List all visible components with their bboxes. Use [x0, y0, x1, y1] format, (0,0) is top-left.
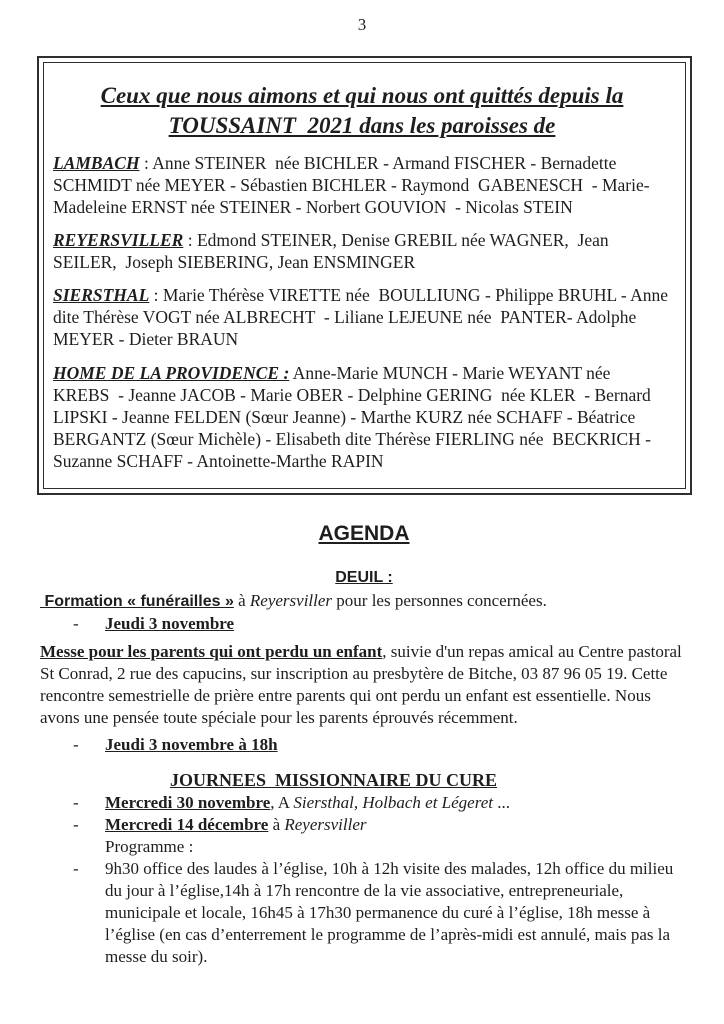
parish-name: HOME DE LA PROVIDENCE :	[53, 363, 290, 383]
deuil-date-bullet-1	[73, 613, 688, 635]
journees-bullet-1	[73, 792, 688, 814]
bullet-dash: -	[73, 859, 79, 878]
parish-name: REYERSVILLER	[53, 230, 184, 250]
agenda-section	[0, 520, 724, 968]
parish-names: Anne-Marie MUNCH - Marie WEYANT née KREBS - Jeanne JACOB - Marie OBER - Delphine GERING née KLER - Bernard LIPSKI - Jeanne FELDEN (Sœur Jeanne) - Marthe KURZ née SCHAFF - Béatrice BERGANTZ (Sœur Michèle) - Elisabeth dite Thérèse FIERLING née BECKRICH - Suzanne SCHAFF - Antoinette-Marthe RAPIN	[53, 363, 656, 471]
formation-funerailles-line	[40, 590, 688, 613]
deuil-date-bullet-2	[73, 734, 688, 756]
parish-name: SIERSTHAL	[53, 285, 150, 305]
bullet-dash: -	[73, 614, 79, 633]
programme-details-text: 9h30 office des laudes à l’église, 10h à 12h visite des malades, 12h office du milieu du jour à l’église,14h à 17h rencontre de la vie associative, entrepreneuriale, municipale et locale, 16h45 à 17h30 permanence du curé à l’église, 18h messe à l’église (en cas d’enterrement le programme de l’après-midi est annulé, mais pas la messe du soir).	[105, 859, 678, 966]
memorial-box-inner-border	[43, 62, 686, 489]
parish-name: LAMBACH	[53, 153, 140, 173]
journees-date-2: Mercredi 14 décembre	[105, 815, 269, 834]
parish-names: : Edmond STEINER, Denise GREBIL née WAGNER, Jean SEILER, Joseph SIEBERING, Jean ENSMINGER	[53, 230, 613, 272]
journees-bullet-2	[73, 814, 688, 836]
formation-place: Reyersviller	[249, 591, 333, 610]
deuil-date-1: Jeudi 3 novembre	[105, 614, 235, 633]
messe-body: , suivie d'un repas amical au Centre pastoral St Conrad, 2 rue des capucins, sur inscription au presbytère de Bitche, 03 87 96 05 19. Cette rencontre semestrielle de prière entre parents qui ont perdu un enfant est essentielle. Nous avons une pensée toute spéciale pour les parents éprouvés récemment.	[40, 642, 687, 727]
memorial-title-line2: TOUSSAINT 2021 dans les paroisses de	[168, 113, 556, 138]
messe-parents-paragraph	[40, 641, 688, 729]
formation-rest: pour les personnes concernées.	[332, 591, 547, 610]
journees-item-2: Mercredi 14 décembre à Reyersviller	[105, 815, 367, 834]
memorial-title-line1: Ceux que nous aimons et qui nous ont quittés depuis la	[100, 83, 624, 108]
parish-entry-reyersviller	[53, 229, 671, 273]
bullet-dash: -	[73, 793, 79, 812]
page-number: 3	[357, 15, 367, 34]
parish-entry-lambach	[53, 152, 671, 218]
messe-lead: Messe pour les parents qui ont perdu un enfant	[40, 642, 383, 661]
parish-entry-siersthal	[53, 284, 671, 350]
journees-date-1: Mercredi 30 novembre	[105, 793, 271, 812]
memorial-title	[53, 81, 671, 141]
bullet-dash: -	[73, 815, 79, 834]
parish-entry-home-providence	[53, 362, 671, 472]
formation-mid: à	[233, 591, 250, 610]
programme-details-bullet	[73, 858, 688, 968]
parish-names: : Marie Thérèse VIRETTE née BOULLIUNG - Philippe BRUHL - Anne dite Thérèse VOGT née ALBRECHT - Liliane LEJEUNE née PANTER- Adolphe MEYER - Dieter BRAUN	[53, 285, 673, 349]
deuil-date-2: Jeudi 3 novembre à 18h	[105, 735, 278, 754]
formation-label: Formation « funérailles »	[40, 593, 234, 610]
bullet-dash: -	[73, 735, 79, 754]
memorial-box	[37, 56, 692, 495]
parish-names: : Anne STEINER née BICHLER - Armand FISCHER - Bernadette SCHMIDT née MEYER - Sébastien BICHLER - Raymond GABENESCH - Marie-Madeleine ERNST née STEINER - Norbert GOUVION - Nicolas STEIN	[53, 153, 650, 217]
programme-label: Programme :	[105, 837, 194, 856]
journees-places-2: Reyersviller	[284, 815, 367, 834]
journees-places-1: Siersthal, Holbach et Légeret	[293, 793, 493, 812]
deuil-heading: DEUIL :	[335, 569, 393, 586]
agenda-heading: AGENDA	[318, 522, 410, 545]
journees-missionnaire-heading: JOURNEES MISSIONNAIRE DU CURE	[170, 770, 498, 790]
journees-item-1: Mercredi 30 novembre, A Siersthal, Holbach et Légeret ...	[105, 793, 510, 812]
